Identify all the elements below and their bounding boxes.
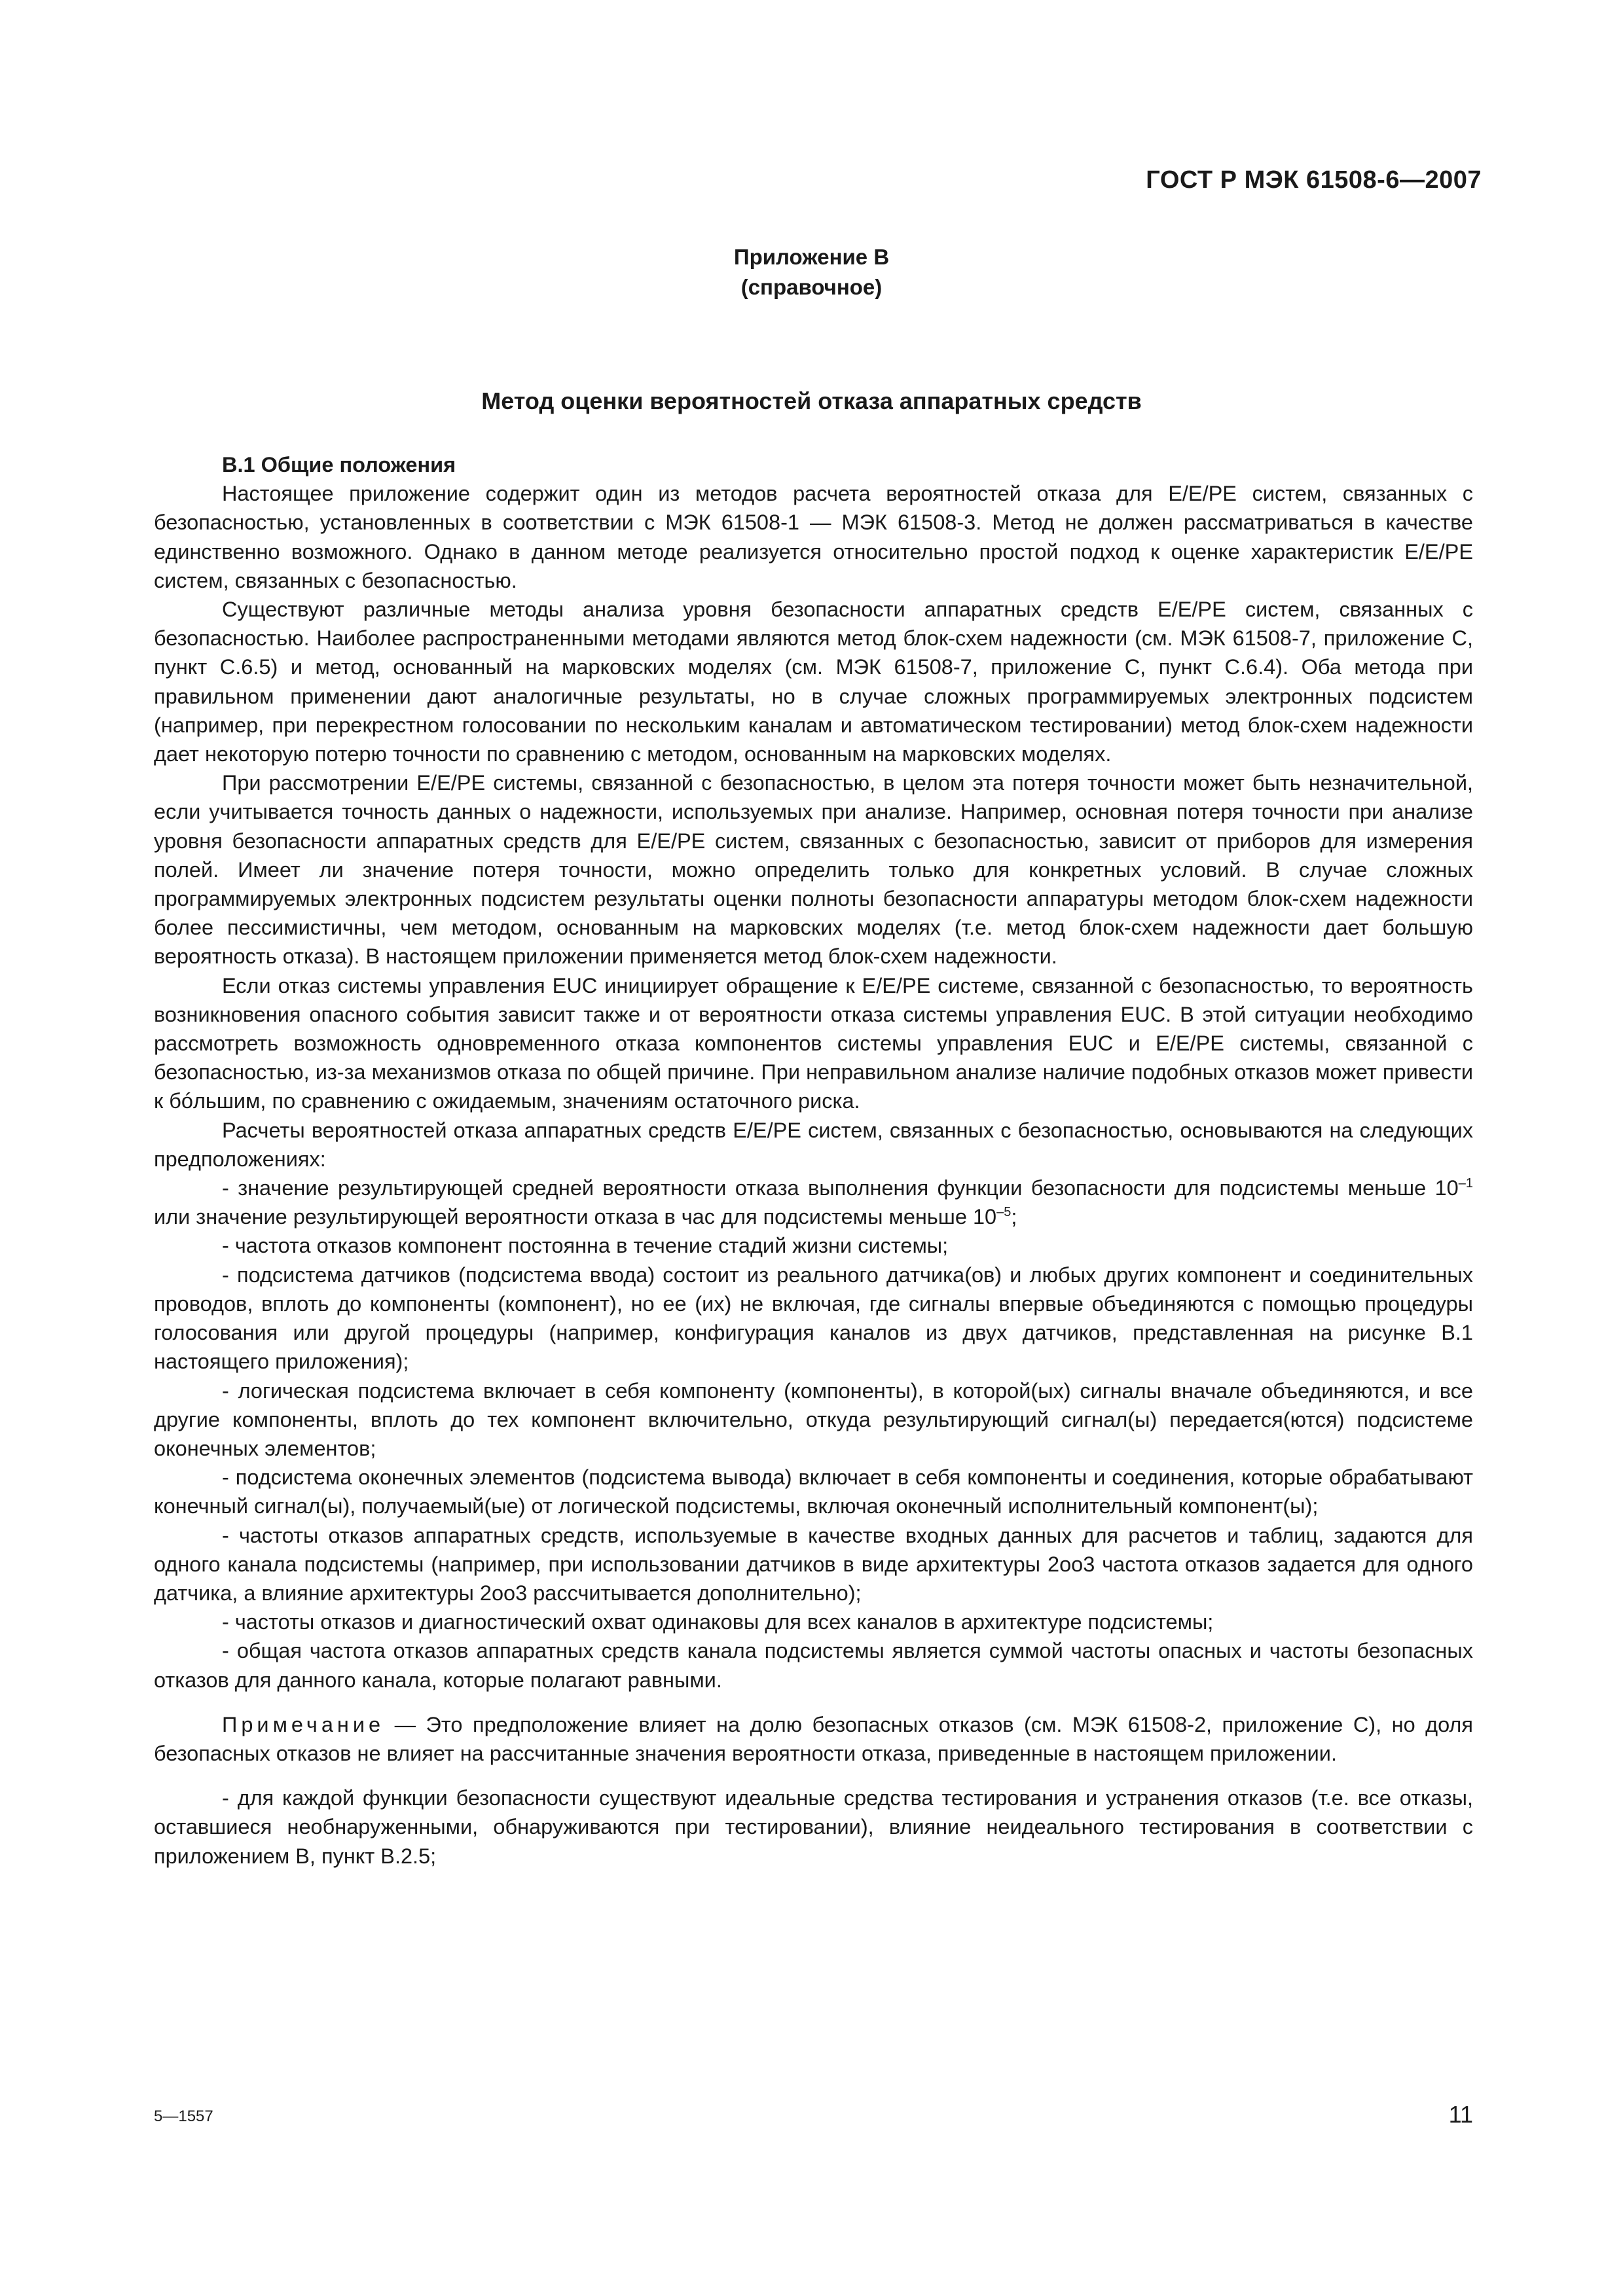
footer-code: 5—1557 <box>154 2108 213 2125</box>
spacer <box>154 1768 1473 1784</box>
standard-code: ГОСТ Р МЭК 61508-6—2007 <box>1146 166 1482 194</box>
assumption-item: - частоты отказов и диагностический охват одинаковы для всех каналов в архитектуре подсистемы; <box>222 1610 1214 1634</box>
assumption-text: - значение результирующей средней вероятности отказа выполнения функции безопасности для подсистемы меньше 10 <box>222 1176 1459 1200</box>
exponent: –5 <box>996 1205 1012 1220</box>
appendix-label: Приложение В <box>733 245 890 269</box>
assumption-item: - подсистема датчиков (подсистема ввода) состоит из реального датчика(ов) и любых других компонент и соединительных проводов, вплоть до компоненты (компонент), но ее (их) не включая, где сигналы впервые объединяются с помощью процедуры голосования или другой процедуры (например, конфигурация каналов из двух датчиков, представленная на рисунке В.1 настоящего приложения); <box>154 1263 1473 1374</box>
assumption-item: - подсистема оконечных элементов (подсистема вывода) включает в себя компоненты и соединения, которые обрабатывают конечный сигнал(ы), получаемый(ые) от логической подсистемы, включая оконечный исполнительный компонент(ы); <box>154 1465 1473 1518</box>
paragraph: Существуют различные методы анализа уровня безопасности аппаратных средств Е/Е/РЕ систем, связанных с безопасностью. Наиболее распространенными методами являются метод блок-схем надежности (см. МЭК 61508-7, приложение С, пункт С.6.5) и метод, основанный на марковских моделях (см. МЭК 61508-7, приложение С, пункт С.6.4). Оба метода при правильном применении дают аналогичные результаты, но в случае сложных программируемых электронных подсистем (например, при перекрестном голосовании по нескольким каналам и автоматическом тестировании) метод блок-схем надежности дает некоторую потерю точности по сравнению с методом, основанным на марковских моделях. <box>154 598 1473 766</box>
appendix-status: (справочное) <box>740 275 883 299</box>
exponent: –1 <box>1458 1176 1473 1191</box>
appendix-heading <box>0 242 1623 302</box>
paragraph: Если отказ системы управления EUC инициирует обращение к Е/Е/РЕ системе, связанной с безопасностью, то вероятность возникновения опасного события зависит также и от вероятности отказа системы управления EUC. В этой ситуации необходимо рассмотреть возможность одновременного отказа компонентов системы управления EUC и Е/Е/РЕ системы, связанной с безопасностью, из-за механизмов отказа по общей причине. При неправильном анализе наличие подобных отказов может привести к бóльшим, по сравнению с ожидаемым, значениям остаточного риска. <box>154 973 1473 1113</box>
assumption-text: или значение результирующей вероятности отказа в час для подсистемы меньше 10 <box>154 1205 997 1229</box>
paragraph: Расчеты вероятностей отказа аппаратных средств Е/Е/РЕ систем, связанных с безопасностью, основываются на следующих предположениях: <box>154 1118 1473 1171</box>
assumption-item: - частоты отказов аппаратных средств, используемые в качестве входных данных для расчетов и таблиц, задаются для одного канала подсистемы (например, при использовании датчиков в виде архитектуры 2оо3 частота отказов задается для одного датчика, а влияние архитектуры 2оо3 рассчитывается дополнительно); <box>154 1523 1473 1605</box>
document-body <box>154 450 1473 1871</box>
assumption-item: - частота отказов компонент постоянна в течение стадий жизни системы; <box>222 1234 949 1258</box>
note-text: — Это предположение влияет на долю безопасных отказов (см. МЭК 61508-2, приложение С), но доля безопасных отказов не влияет на рассчитанные значения вероятности отказа, приведенные в настоящем приложении. <box>154 1712 1473 1765</box>
section-heading: В.1 Общие положения <box>222 453 456 476</box>
assumption-item: - для каждой функции безопасности существуют идеальные средства тестирования и устранения отказов (т.е. все отказы, оставшиеся необнаруженными, обнаруживаются при тестировании), влияние неидеального тестирования в соответствии с приложением В, пункт В.2.5; <box>154 1786 1473 1868</box>
assumption-item: - общая частота отказов аппаратных средств канала подсистемы является суммой частоты опасных и частоты безопасных отказов для данного канала, которые полагают равными. <box>154 1639 1473 1692</box>
paragraph: При рассмотрении Е/Е/РЕ системы, связанной с безопасностью, в целом эта потеря точности может быть незначительной, если учитывается точность данных о надежности, используемых при анализе. Например, основная потеря точности при анализе уровня безопасности аппаратных средств для Е/Е/РЕ систем, связанных с безопасностью, зависит от приборов для измерения полей. Имеет ли значение потеря точности, можно определить только для конкретных условий. В случае сложных программируемых электронных подсистем результаты оценки полноты безопасности аппаратуры методом блок-схем надежности более пессимистичны, чем методом, основанным на марковских моделях (т.е. метод блок-схем надежности дает большую вероятность отказа). В настоящем приложении применяется метод блок-схем надежности. <box>154 771 1473 969</box>
assumption-item: - логическая подсистема включает в себя компоненту (компоненты), в которой(ых) сигналы вначале объединяются, и все другие компоненты, вплоть до тех компонент включительно, откуда результирующий сигнал(ы) передается(ются) подсистеме оконечных элементов; <box>154 1378 1473 1460</box>
page-number: 11 <box>1448 2101 1473 2128</box>
assumption-text: ; <box>1011 1205 1017 1229</box>
paragraph: Настоящее приложение содержит один из методов расчета вероятностей отказа для Е/Е/РЕ систем, связанных с безопасностью, установленных в соответствии с МЭК 61508-1 — МЭК 61508-3. Метод не должен рассматриваться в качестве единственно возможного. Однако в данном методе реализуется относительно простой подход к оценке характеристик Е/Е/РЕ систем, связанных с безопасностью. <box>154 482 1473 592</box>
note <box>154 1710 1473 1768</box>
page-title: Метод оценки вероятностей отказа аппаратных средств <box>481 387 1142 414</box>
spacer <box>154 1695 1473 1710</box>
note-label: Примечание <box>222 1712 385 1736</box>
assumption-item <box>154 1174 1473 1231</box>
